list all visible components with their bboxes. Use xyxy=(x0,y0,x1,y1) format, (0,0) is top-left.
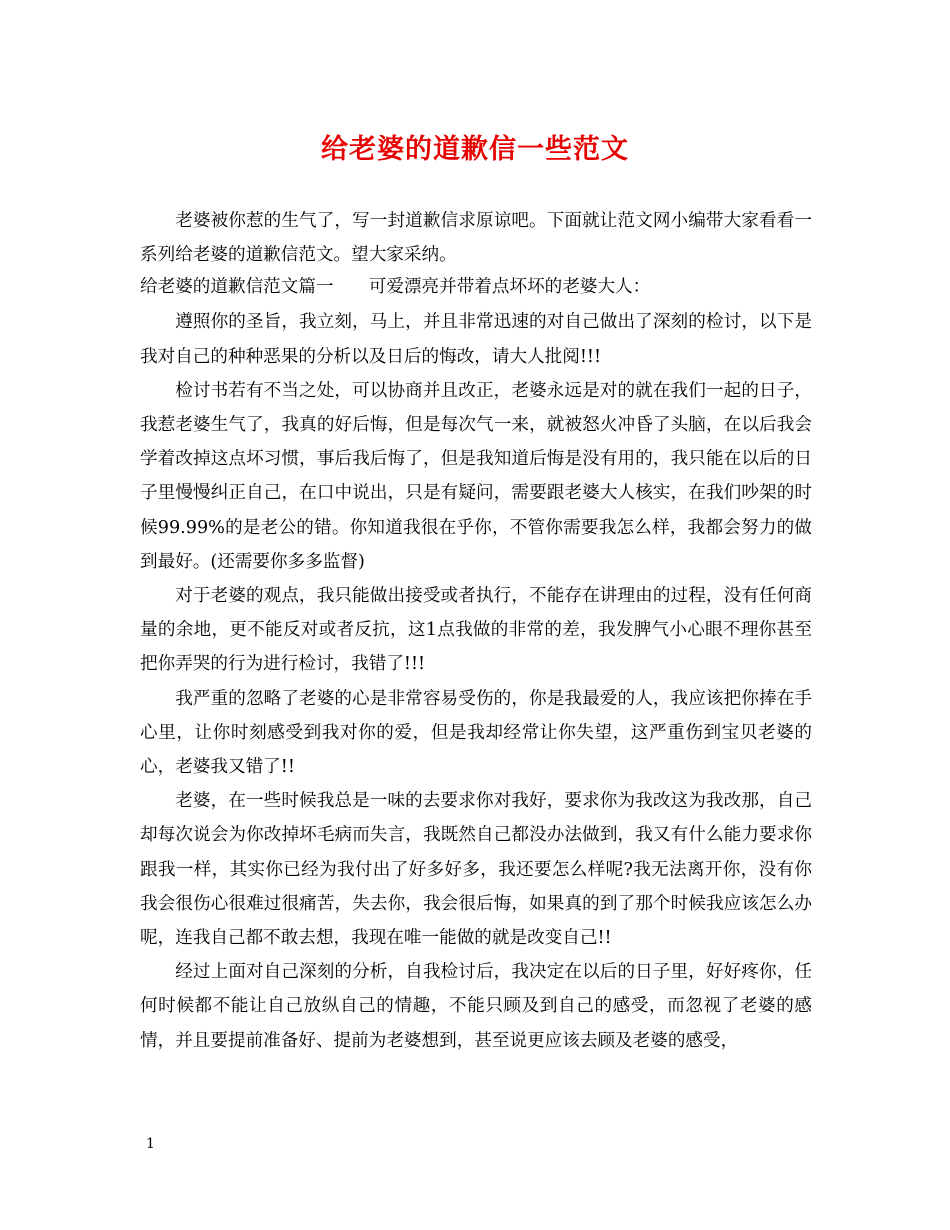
paragraph-body: 经过上面对自己深刻的分析，自我检讨后，我决定在以后的日子里，好好疼你，任何时候都不能让自己放纵自己的情趣，不能只顾及到自己的感受，而忽视了老婆的感情，并且要提前准备好、提前为老婆想到，甚至说更应该去顾及老婆的感受， xyxy=(140,962,812,1051)
paragraph-letter-heading: 给老婆的道歉信范文篇一 可爱漂亮并带着点坏坏的老婆大人： xyxy=(140,277,651,298)
document-body xyxy=(140,204,812,1058)
paragraph-body: 我严重的忽略了老婆的心是非常容易受伤的，你是我最爱的人，我应该把你捧在手心里，让你时刻感受到我对你的爱，但是我却经常让你失望，这严重伤到宝贝老婆的心，老婆我又错了!! xyxy=(140,688,812,778)
paragraph-body: 遵照你的圣旨，我立刻，马上，并且非常迅速的对自己做出了深刻的检讨，以下是我对自己的种种恶果的分析以及日后的悔改，请大人批阅!!! xyxy=(140,312,812,367)
document-title: 给老婆的道歉信一些范文 xyxy=(321,134,629,165)
paragraph-body: 老婆，在一些时候我总是一味的去要求你对我好，要求你为我改这为我改那，自己却每次说会为你改掉坏毛病而失言，我既然自己都没办法做到，我又有什么能力要求你跟我一样，其实你已经为我付出了好多好多，我还要怎么样呢?我无法离开你，没有你我会很伤心很难过很痛苦，失去你，我会很后悔，如果真的到了那个时候我应该怎么办呢，连我自己都不敢去想，我现在唯一能做的就是改变自己!! xyxy=(140,791,812,949)
paragraph-intro: 老婆被你惹的生气了，写一封道歉信求原谅吧。下面就让范文网小编带大家看看一系列给老婆的道歉信范文。望大家采纳。 xyxy=(140,211,812,266)
page-number: 1 xyxy=(146,1136,155,1152)
paragraph-body: 对于老婆的观点，我只能做出接受或者执行，不能存在讲理由的过程，没有任何商量的余地，更不能反对或者反抗，这1点我做的非常的差，我发脾气小心眼不理你甚至把你弄哭的行为进行检讨，我错了!!! xyxy=(140,586,812,675)
paragraph-body: 检讨书若有不当之处，可以协商并且改正，老婆永远是对的就在我们一起的日子，我惹老婆生气了，我真的好后悔，但是每次气一来，就被怒火冲昏了头脑，在以后我会学着改掉这点坏习惯，事后我后悔了，但是我知道后悔是没有用的，我只能在以后的日子里慢慢纠正自己，在口中说出，只是有疑问，需要跟老婆大人核实，在我们吵架的时候99.99%的是老公的错。你知道我很在乎你，不管你需要我怎么样，我都会努力的做到最好。(还需要你多多监督) xyxy=(140,380,812,572)
